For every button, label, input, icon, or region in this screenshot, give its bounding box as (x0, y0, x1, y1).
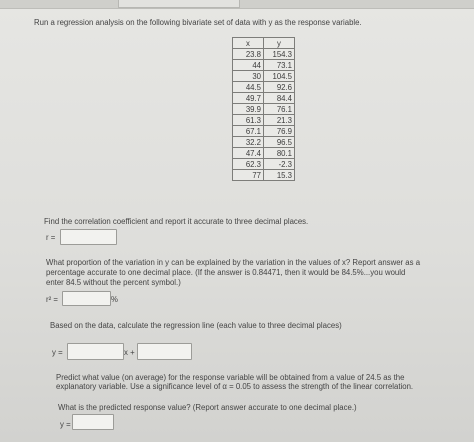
cell-x: 61.3 (233, 115, 264, 126)
q2-prompt-line2: percentage accurate to one decimal place. (If the answer is 0.84471, then it would be 84.5%...you would (46, 268, 406, 277)
cell-y: 154.3 (264, 49, 295, 60)
table-row (233, 104, 295, 115)
q2-label: r² = (46, 295, 58, 304)
data-table (232, 37, 295, 181)
cell-x: 32.2 (233, 137, 264, 148)
table-row (233, 148, 295, 159)
q1-prompt: Find the correlation coefficient and report it accurate to three decimal places. (44, 217, 309, 226)
table-row (233, 115, 295, 126)
predicted-value-input[interactable] (72, 414, 114, 430)
cell-x: 47.4 (233, 148, 264, 159)
intro-text: Run a regression analysis on the following bivariate set of data with y as the response variable. (34, 18, 362, 27)
cell-x: 49.7 (233, 93, 264, 104)
q3-label-y: y = (52, 348, 63, 357)
table-row (233, 93, 295, 104)
table-row (233, 71, 295, 82)
cell-x: 30 (233, 71, 264, 82)
table-row (233, 170, 295, 181)
cell-x: 23.8 (233, 49, 264, 60)
q4-sub-prompt: What is the predicted response value? (Report answer accurate to one decimal place.) (58, 403, 357, 412)
intercept-input[interactable] (137, 343, 192, 360)
cell-y: 73.1 (264, 60, 295, 71)
header-x: x (233, 38, 264, 49)
cell-y: 76.1 (264, 104, 295, 115)
cell-y: -2.3 (264, 159, 295, 170)
q4-prompt-line1: Predict what value (on average) for the response variable will be obtained from a value of 24.5 as the (56, 373, 405, 382)
cell-x: 67.1 (233, 126, 264, 137)
q3-label-x: x + (124, 348, 135, 357)
table-header-row (233, 38, 295, 49)
r-squared-input[interactable] (62, 291, 111, 306)
table-row (233, 82, 295, 93)
cell-x: 39.9 (233, 104, 264, 115)
correlation-input[interactable] (60, 229, 117, 245)
table-row (233, 60, 295, 71)
slope-input[interactable] (67, 343, 124, 360)
top-tab (118, 0, 240, 8)
q4-prompt-line2: explanatory variable. Use a significance level of α = 0.05 to assess the strength of the linear correlation. (56, 382, 414, 391)
cell-y: 92.6 (264, 82, 295, 93)
cell-x: 62.3 (233, 159, 264, 170)
cell-x: 44.5 (233, 82, 264, 93)
cell-x: 77 (233, 170, 264, 181)
cell-y: 104.5 (264, 71, 295, 82)
header-y: y (264, 38, 295, 49)
cell-y: 21.3 (264, 115, 295, 126)
cell-y: 76.9 (264, 126, 295, 137)
table-row (233, 137, 295, 148)
table-row (233, 159, 295, 170)
cell-y: 80.1 (264, 148, 295, 159)
q2-prompt-line1: What proportion of the variation in y can be explained by the variation in the values of x? Report answer as a (46, 258, 421, 267)
cell-y: 84.4 (264, 93, 295, 104)
cell-y: 96.5 (264, 137, 295, 148)
q4-label: y = (60, 420, 71, 429)
cell-y: 15.3 (264, 170, 295, 181)
cell-x: 44 (233, 60, 264, 71)
table-row (233, 126, 295, 137)
table-row (233, 49, 295, 60)
q2-prompt-line3: enter 84.5 without the percent symbol.) (46, 278, 181, 287)
q2-unit: % (111, 295, 118, 304)
q3-prompt: Based on the data, calculate the regression line (each value to three decimal places) (50, 321, 342, 330)
q1-label: r = (46, 233, 56, 242)
